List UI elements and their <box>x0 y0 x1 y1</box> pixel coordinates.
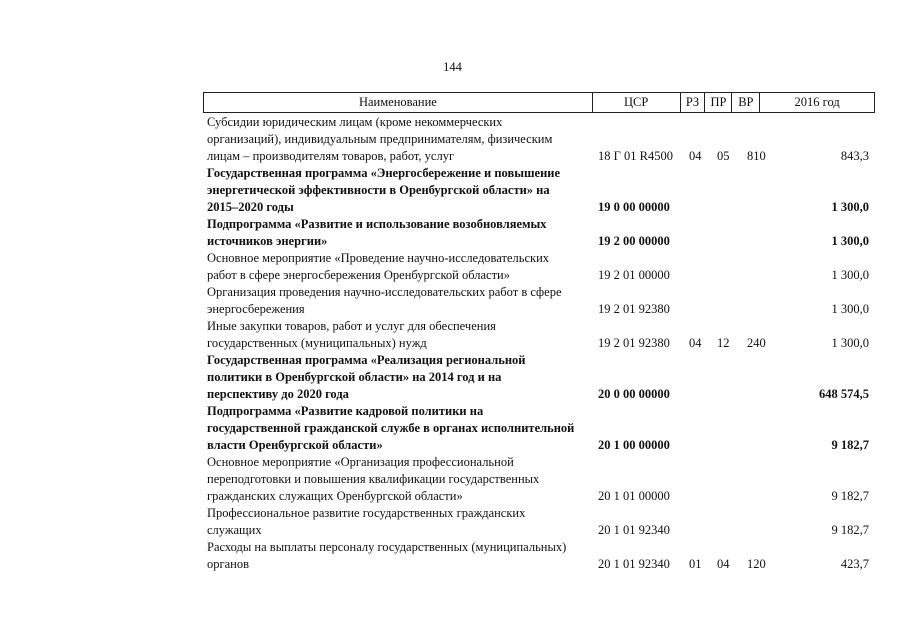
row-name: Профессиональное развитие государственных гражданских служащих <box>207 506 526 537</box>
table-row <box>0 318 905 352</box>
row-name: Подпрограмма «Развитие кадровой политики на государственной гражданской службе в органах исполнительной власти Оренбургской области» <box>207 404 575 452</box>
row-amount: 9 182,7 <box>831 489 869 503</box>
header-vr: ВР <box>732 93 760 112</box>
row-amount: 423,7 <box>840 557 869 571</box>
row-amount: 9 182,7 <box>831 438 869 452</box>
budget-table-body <box>0 114 905 573</box>
page-number: 144 <box>443 60 462 74</box>
row-csr: 19 2 01 00000 <box>598 268 670 282</box>
row-pr: 12 <box>717 336 730 350</box>
table-row <box>0 539 905 573</box>
row-amount: 1 300,0 <box>831 336 869 350</box>
header-csr: ЦСР <box>593 93 681 112</box>
row-rz: 04 <box>689 149 702 163</box>
row-amount: 1 300,0 <box>831 200 869 214</box>
row-csr: 19 0 00 00000 <box>598 200 670 214</box>
row-name: Организация проведения научно-исследовательских работ в сфере энергосбережения <box>207 285 562 316</box>
table-row <box>0 352 905 403</box>
row-rz: 04 <box>689 336 702 350</box>
row-csr: 20 0 00 00000 <box>598 387 670 401</box>
table-row <box>0 284 905 318</box>
row-amount: 1 300,0 <box>831 302 869 316</box>
row-pr: 04 <box>717 557 730 571</box>
row-amount: 9 182,7 <box>831 523 869 537</box>
table-row <box>0 250 905 284</box>
table-row <box>0 403 905 454</box>
header-pr: ПР <box>705 93 732 112</box>
row-amount: 1 300,0 <box>831 234 869 248</box>
row-vr: 120 <box>747 557 766 571</box>
table-row <box>0 505 905 539</box>
table-row <box>0 454 905 505</box>
table-row <box>0 165 905 216</box>
row-csr: 20 1 00 00000 <box>598 438 670 452</box>
row-name: Субсидии юридическим лицам (кроме некоммерческих организаций), индивидуальным предпринимателям, физическим лицам – производителям товаров, работ, услуг <box>207 115 553 163</box>
row-vr: 240 <box>747 336 766 350</box>
header-year: 2016 год <box>794 95 840 109</box>
table-header <box>203 92 875 113</box>
row-pr: 05 <box>717 149 730 163</box>
row-name: Расходы на выплаты персоналу государственных (муниципальных) органов <box>207 540 567 571</box>
row-csr: 19 2 00 00000 <box>598 234 670 248</box>
header-name: Наименование <box>204 93 593 112</box>
row-csr: 18 Г 01 R4500 <box>598 149 673 163</box>
row-csr: 20 1 01 92340 <box>598 523 670 537</box>
row-name: Иные закупки товаров, работ и услуг для обеспечения государственных (муниципальных) нужд <box>207 319 496 350</box>
row-csr: 20 1 01 92340 <box>598 557 670 571</box>
row-csr: 19 2 01 92380 <box>598 336 670 350</box>
row-amount: 843,3 <box>840 149 869 163</box>
row-name: Основное мероприятие «Проведение научно-исследовательских работ в сфере энергосбережения Оренбургской области» <box>207 251 550 282</box>
row-name: Основное мероприятие «Организация профессиональной переподготовки и повышения квалификации государственных гражданских служащих Оренбургской области» <box>207 455 540 503</box>
row-vr: 810 <box>747 149 766 163</box>
row-name: Государственная программа «Энергосбережение и повышение энергетической эффективности в Оренбургской области» на 2015–2020 годы <box>207 166 561 214</box>
row-name: Подпрограмма «Развитие и использование возобновляемых источников энергии» <box>207 217 547 248</box>
row-rz: 01 <box>689 557 702 571</box>
row-amount: 1 300,0 <box>831 268 869 282</box>
row-name: Государственная программа «Реализация региональной политики в Оренбургской области» на 2014 год и на перспективу до 2020 года <box>207 353 526 401</box>
table-row <box>0 114 905 165</box>
row-csr: 19 2 01 92380 <box>598 302 670 316</box>
header-rz: РЗ <box>681 93 706 112</box>
row-csr: 20 1 01 00000 <box>598 489 670 503</box>
row-amount: 648 574,5 <box>819 387 869 401</box>
table-row <box>0 216 905 250</box>
